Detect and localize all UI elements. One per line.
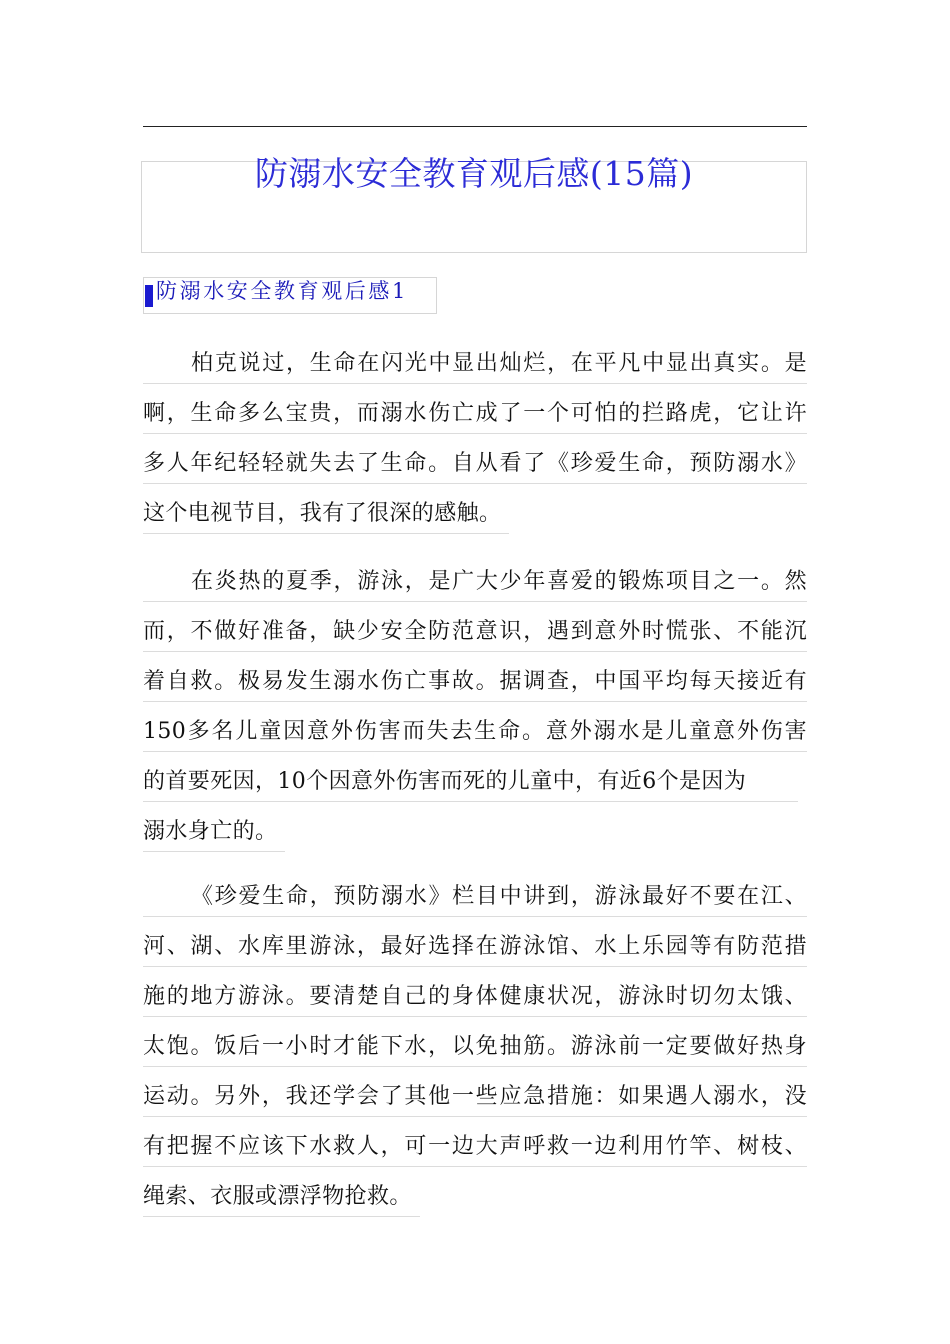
paragraph-line: 而，不做好准备，缺少安全防范意识，遇到意外时慌张、不能沉 (143, 614, 807, 664)
paragraph-line: 施的地方游泳。要清楚自己的身体健康状况，游泳时切勿太饿、 (143, 979, 807, 1029)
paragraph-line: 《珍爱生命，预防溺水》栏目中讲到，游泳最好不要在江、 (143, 879, 807, 929)
paragraph-line: 绳索、衣服或漂浮物抢救。 (143, 1179, 420, 1229)
paragraph-line: 这个电视节目，我有了很深的感触。 (143, 496, 509, 546)
paragraph-line: 的首要死因，10个因意外伤害而死的儿童中，有近6个是因为 (143, 764, 798, 814)
paragraph-2 (143, 564, 807, 868)
paragraph-line: 啊，生命多么宝贵，而溺水伤亡成了一个可怕的拦路虎，它让许 (143, 396, 807, 446)
paragraph-line: 溺水身亡的。 (143, 814, 285, 864)
paragraph-1 (143, 346, 807, 550)
paragraph-3 (143, 879, 807, 1233)
section-heading: 防溺水安全教育观后感1 (156, 279, 408, 303)
paragraph-line: 柏克说过，生命在闪光中显出灿烂，在平凡中显出真实。是 (143, 346, 807, 396)
header-rule (143, 126, 807, 127)
paragraph-line: 着自救。极易发生溺水伤亡事故。据调查，中国平均每天接近有 (143, 664, 807, 714)
paragraph-line: 运动。另外，我还学会了其他一些应急措施：如果遇人溺水，没 (143, 1079, 807, 1129)
paragraph-line: 有把握不应该下水救人，可一边大声呼救一边利用竹竿、树枝、 (143, 1129, 807, 1179)
paragraph-line: 在炎热的夏季，游泳，是广大少年喜爱的锻炼项目之一。然 (143, 564, 807, 614)
paragraph-line: 150多名儿童因意外伤害而失去生命。意外溺水是儿童意外伤害 (143, 714, 807, 764)
paragraph-line: 多人年纪轻轻就失去了生命。自从看了《珍爱生命，预防溺水》 (143, 446, 807, 496)
text-cursor-marker (145, 285, 153, 307)
paragraph-line: 太饱。饭后一小时才能下水，以免抽筋。游泳前一定要做好热身 (143, 1029, 807, 1079)
paragraph-line: 河、湖、水库里游泳，最好选择在游泳馆、水上乐园等有防范措 (143, 929, 807, 979)
document-title: 防溺水安全教育观后感(15篇) (254, 154, 694, 193)
